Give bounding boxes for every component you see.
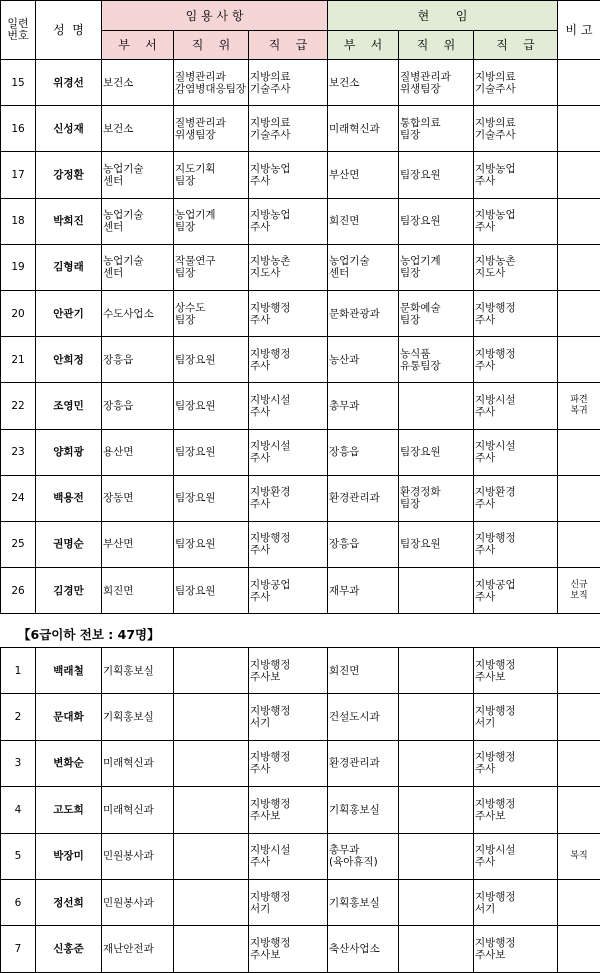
table-row bbox=[1, 568, 600, 614]
appoint-position: 팀장요원 bbox=[174, 429, 249, 475]
appoint-grade: 지방농업 주사 bbox=[249, 198, 328, 244]
appoint-position: 질병관리과 감염병대응팀장 bbox=[174, 60, 249, 106]
person-name: 조영민 bbox=[36, 383, 102, 429]
person-name: 박희진 bbox=[36, 198, 102, 244]
person-name: 정선희 bbox=[36, 879, 102, 925]
header-current-grade: 직 급 bbox=[474, 31, 558, 60]
remarks bbox=[558, 337, 600, 383]
current-grade: 지방환경 주사 bbox=[474, 475, 558, 521]
appoint-dept: 수도사업소 bbox=[102, 290, 174, 336]
header-name: 성 명 bbox=[36, 1, 102, 60]
appoint-dept: 민원봉사과 bbox=[102, 879, 174, 925]
appoint-grade: 지방행정 주사보 bbox=[249, 787, 328, 833]
appoint-dept: 장동면 bbox=[102, 475, 174, 521]
header-current-dept: 부 서 bbox=[328, 31, 399, 60]
person-name: 김경만 bbox=[36, 568, 102, 614]
table-row bbox=[1, 337, 600, 383]
row-number: 2 bbox=[1, 694, 36, 740]
person-name: 변화순 bbox=[36, 740, 102, 786]
appoint-dept: 미래혁신과 bbox=[102, 740, 174, 786]
remarks: 신규 보직 bbox=[558, 568, 600, 614]
row-number: 24 bbox=[1, 475, 36, 521]
current-dept: 회진면 bbox=[328, 648, 399, 694]
appoint-position: 농업기계 팀장 bbox=[174, 198, 249, 244]
remarks bbox=[558, 198, 600, 244]
appoint-grade: 지방시설 주사 bbox=[249, 429, 328, 475]
appoint-grade: 지방행정 주사 bbox=[249, 337, 328, 383]
appoint-grade: 지방시설 주사 bbox=[249, 833, 328, 879]
table-row bbox=[1, 879, 600, 925]
remarks: 파견 복귀 bbox=[558, 383, 600, 429]
appoint-position: 팀장요원 bbox=[174, 568, 249, 614]
appoint-position bbox=[174, 694, 249, 740]
appoint-grade: 지방행정 서기 bbox=[249, 879, 328, 925]
remarks: 복직 bbox=[558, 833, 600, 879]
table-row bbox=[1, 106, 600, 152]
appoint-dept: 농업기술 센터 bbox=[102, 152, 174, 198]
table-row bbox=[1, 740, 600, 786]
current-position bbox=[399, 740, 474, 786]
appoint-position: 팀장요원 bbox=[174, 521, 249, 567]
table-row bbox=[1, 833, 600, 879]
current-dept: 부산면 bbox=[328, 152, 399, 198]
current-position bbox=[399, 833, 474, 879]
current-grade: 지방의료 기술주사 bbox=[474, 60, 558, 106]
current-grade: 지방의료 기술주사 bbox=[474, 106, 558, 152]
row-number: 19 bbox=[1, 244, 36, 290]
row-number: 26 bbox=[1, 568, 36, 614]
person-name: 문대화 bbox=[36, 694, 102, 740]
current-position: 환경정화 팀장 bbox=[399, 475, 474, 521]
row-number: 4 bbox=[1, 787, 36, 833]
current-grade: 지방농업 주사 bbox=[474, 152, 558, 198]
header-appoint-dept: 부 서 bbox=[102, 31, 174, 60]
row-number: 16 bbox=[1, 106, 36, 152]
appoint-grade: 지방행정 서기 bbox=[249, 694, 328, 740]
table-row bbox=[1, 290, 600, 336]
appoint-position bbox=[174, 648, 249, 694]
current-position: 팀장요원 bbox=[399, 152, 474, 198]
current-dept: 농산과 bbox=[328, 337, 399, 383]
appoint-position: 작물연구 팀장 bbox=[174, 244, 249, 290]
current-grade: 지방농업 주사 bbox=[474, 198, 558, 244]
row-number: 5 bbox=[1, 833, 36, 879]
appoint-dept: 보건소 bbox=[102, 106, 174, 152]
appoint-dept: 농업기술 센터 bbox=[102, 198, 174, 244]
remarks bbox=[558, 475, 600, 521]
appoint-grade: 지방시설 주사 bbox=[249, 383, 328, 429]
table-row bbox=[1, 60, 600, 106]
header-no: 일련 번호 bbox=[1, 1, 36, 60]
appoint-position bbox=[174, 879, 249, 925]
appoint-grade: 지방농업 주사 bbox=[249, 152, 328, 198]
table-row bbox=[1, 475, 600, 521]
current-dept: 농업기술 센터 bbox=[328, 244, 399, 290]
appoint-position bbox=[174, 740, 249, 786]
appoint-dept: 기획홍보실 bbox=[102, 694, 174, 740]
current-dept: 기획홍보실 bbox=[328, 787, 399, 833]
person-name: 고도희 bbox=[36, 787, 102, 833]
row-number: 20 bbox=[1, 290, 36, 336]
person-name: 위경선 bbox=[36, 60, 102, 106]
appoint-position: 상수도 팀장 bbox=[174, 290, 249, 336]
appoint-dept: 재난안전과 bbox=[102, 926, 174, 972]
table-row bbox=[1, 648, 600, 694]
appoint-dept: 장흥읍 bbox=[102, 337, 174, 383]
appoint-grade: 지방의료 기술주사 bbox=[249, 60, 328, 106]
appoint-grade: 지방행정 주사 bbox=[249, 290, 328, 336]
table-row bbox=[1, 152, 600, 198]
current-position: 팀장요원 bbox=[399, 521, 474, 567]
appoint-position bbox=[174, 833, 249, 879]
person-name: 강정환 bbox=[36, 152, 102, 198]
current-position: 질병관리과 위생팀장 bbox=[399, 60, 474, 106]
current-dept: 회진면 bbox=[328, 198, 399, 244]
appoint-dept: 용산면 bbox=[102, 429, 174, 475]
appoint-grade: 지방농촌 지도사 bbox=[249, 244, 328, 290]
appoint-grade: 지방의료 기술주사 bbox=[249, 106, 328, 152]
row-number: 25 bbox=[1, 521, 36, 567]
current-dept: 환경관리과 bbox=[328, 475, 399, 521]
remarks bbox=[558, 429, 600, 475]
transfer-table bbox=[0, 647, 600, 973]
appoint-grade: 지방공업 주사 bbox=[249, 568, 328, 614]
person-name: 안관기 bbox=[36, 290, 102, 336]
remarks bbox=[558, 648, 600, 694]
current-position: 통합의료 팀장 bbox=[399, 106, 474, 152]
remarks bbox=[558, 787, 600, 833]
remarks bbox=[558, 290, 600, 336]
person-name: 양회광 bbox=[36, 429, 102, 475]
person-name: 백래철 bbox=[36, 648, 102, 694]
current-grade: 지방행정 서기 bbox=[474, 694, 558, 740]
current-grade: 지방행정 주사 bbox=[474, 337, 558, 383]
appoint-position bbox=[174, 787, 249, 833]
table-row bbox=[1, 787, 600, 833]
appoint-position: 팀장요원 bbox=[174, 337, 249, 383]
row-number: 23 bbox=[1, 429, 36, 475]
current-position: 농업기계 팀장 bbox=[399, 244, 474, 290]
appoint-dept: 농업기술 센터 bbox=[102, 244, 174, 290]
person-name: 안희정 bbox=[36, 337, 102, 383]
table-row bbox=[1, 926, 600, 972]
current-grade: 지방시설 주사 bbox=[474, 429, 558, 475]
person-name: 권명순 bbox=[36, 521, 102, 567]
current-position bbox=[399, 694, 474, 740]
person-name: 백용전 bbox=[36, 475, 102, 521]
appoint-position: 팀장요원 bbox=[174, 475, 249, 521]
person-name: 신홍준 bbox=[36, 926, 102, 972]
row-number: 3 bbox=[1, 740, 36, 786]
current-dept: 기획홍보실 bbox=[328, 879, 399, 925]
appoint-position: 질병관리과 위생팀장 bbox=[174, 106, 249, 152]
header-appoint-position: 직 위 bbox=[174, 31, 249, 60]
current-position bbox=[399, 879, 474, 925]
appoint-dept: 회진면 bbox=[102, 568, 174, 614]
current-grade: 지방행정 주사보 bbox=[474, 787, 558, 833]
row-number: 22 bbox=[1, 383, 36, 429]
current-position: 팀장요원 bbox=[399, 429, 474, 475]
row-number: 18 bbox=[1, 198, 36, 244]
current-grade: 지방행정 서기 bbox=[474, 879, 558, 925]
current-dept: 총무과 (육아휴직) bbox=[328, 833, 399, 879]
remarks bbox=[558, 879, 600, 925]
current-grade: 지방농촌 지도사 bbox=[474, 244, 558, 290]
appoint-grade: 지방환경 주사 bbox=[249, 475, 328, 521]
row-number: 21 bbox=[1, 337, 36, 383]
header-appoint-grade: 직 급 bbox=[249, 31, 328, 60]
row-number: 1 bbox=[1, 648, 36, 694]
current-position bbox=[399, 926, 474, 972]
person-name: 김형래 bbox=[36, 244, 102, 290]
row-number: 15 bbox=[1, 60, 36, 106]
current-grade: 지방행정 주사 bbox=[474, 740, 558, 786]
appoint-dept: 민원봉사과 bbox=[102, 833, 174, 879]
remarks bbox=[558, 521, 600, 567]
remarks bbox=[558, 60, 600, 106]
row-number: 7 bbox=[1, 926, 36, 972]
current-grade: 지방행정 주사보 bbox=[474, 926, 558, 972]
appoint-position: 팀장요원 bbox=[174, 383, 249, 429]
current-dept: 장흥읍 bbox=[328, 429, 399, 475]
current-grade: 지방행정 주사보 bbox=[474, 648, 558, 694]
appoint-grade: 지방행정 주사 bbox=[249, 740, 328, 786]
appoint-dept: 미래혁신과 bbox=[102, 787, 174, 833]
remarks bbox=[558, 106, 600, 152]
current-position: 문화예술 팀장 bbox=[399, 290, 474, 336]
row-number: 17 bbox=[1, 152, 36, 198]
current-position bbox=[399, 568, 474, 614]
current-dept: 문화관광과 bbox=[328, 290, 399, 336]
current-grade: 지방시설 주사 bbox=[474, 383, 558, 429]
appoint-position bbox=[174, 926, 249, 972]
current-grade: 지방행정 주사 bbox=[474, 521, 558, 567]
table-row bbox=[1, 521, 600, 567]
appoint-position: 지도기획 팀장 bbox=[174, 152, 249, 198]
table-row bbox=[1, 694, 600, 740]
row-number: 6 bbox=[1, 879, 36, 925]
current-grade: 지방시설 주사 bbox=[474, 833, 558, 879]
current-grade: 지방행정 주사 bbox=[474, 290, 558, 336]
current-position bbox=[399, 787, 474, 833]
current-dept: 보건소 bbox=[328, 60, 399, 106]
current-position: 농식품 유통팀장 bbox=[399, 337, 474, 383]
appoint-dept: 보건소 bbox=[102, 60, 174, 106]
current-dept: 미래혁신과 bbox=[328, 106, 399, 152]
current-grade: 지방공업 주사 bbox=[474, 568, 558, 614]
header-current: 현 임 bbox=[328, 1, 558, 31]
current-dept: 총무과 bbox=[328, 383, 399, 429]
appoint-dept: 장흥읍 bbox=[102, 383, 174, 429]
current-position bbox=[399, 383, 474, 429]
remarks bbox=[558, 694, 600, 740]
person-name: 신성재 bbox=[36, 106, 102, 152]
current-dept: 건설도시과 bbox=[328, 694, 399, 740]
current-dept: 장흥읍 bbox=[328, 521, 399, 567]
appoint-dept: 기획홍보실 bbox=[102, 648, 174, 694]
current-dept: 축산사업소 bbox=[328, 926, 399, 972]
appoint-grade: 지방행정 주사보 bbox=[249, 648, 328, 694]
remarks bbox=[558, 740, 600, 786]
section-title: 【6급이하 전보 : 47명】 bbox=[18, 627, 160, 642]
appoint-dept: 부산면 bbox=[102, 521, 174, 567]
current-dept: 재무과 bbox=[328, 568, 399, 614]
table-row bbox=[1, 244, 600, 290]
table-row bbox=[1, 383, 600, 429]
header-current-position: 직 위 bbox=[399, 31, 474, 60]
table-row bbox=[1, 198, 600, 244]
current-position bbox=[399, 648, 474, 694]
remarks bbox=[558, 244, 600, 290]
appoint-grade: 지방행정 주사보 bbox=[249, 926, 328, 972]
current-position: 팀장요원 bbox=[399, 198, 474, 244]
remarks bbox=[558, 926, 600, 972]
header-remarks: 비 고 bbox=[558, 1, 600, 60]
remarks bbox=[558, 152, 600, 198]
table-row bbox=[1, 429, 600, 475]
appoint-grade: 지방행정 주사 bbox=[249, 521, 328, 567]
header-appointment: 임 용 사 항 bbox=[102, 1, 328, 31]
current-dept: 환경관리과 bbox=[328, 740, 399, 786]
person-name: 박장미 bbox=[36, 833, 102, 879]
